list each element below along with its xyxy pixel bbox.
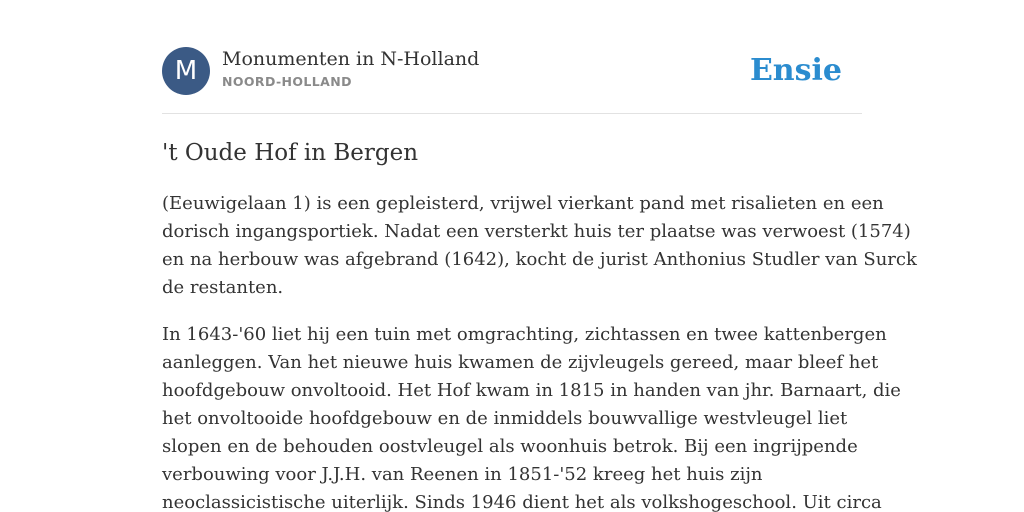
paragraph-line: hoofdgebouw onvoltooid. Het Hof kwam in 1815 in handen van jhr. Barnaart, die — [162, 380, 901, 401]
paragraph-line: dorisch ingangsportiek. Nadat een versterkt huis ter plaatse was verwoest (1574) — [162, 221, 911, 242]
article-body — [162, 190, 917, 512]
paragraph-line: de restanten. — [162, 277, 284, 298]
avatar[interactable]: M — [162, 47, 210, 95]
paragraph-line: verbouwing voor J.J.H. van Reenen in 1851-'52 kreeg het huis zijn — [162, 464, 763, 485]
publication-title[interactable]: Monumenten in N-Holland — [222, 48, 480, 70]
paragraph-spacer — [162, 302, 862, 321]
article-title: 't Oude Hof in Bergen — [162, 140, 419, 166]
header-divider — [162, 113, 862, 114]
paragraph-line: slopen en de behouden oostvleugel als woonhuis betrok. Bij een ingrijpende — [162, 436, 858, 457]
ensie-logo[interactable]: Ensie — [749, 53, 842, 88]
paragraph — [162, 321, 901, 512]
paragraph-line: het onvoltooide hoofdgebouw en de inmiddels bouwvallige westvleugel liet — [162, 408, 848, 429]
publication-header — [162, 47, 862, 95]
paragraph-line: neoclassicistische uiterlijk. Sinds 1946 dient het als volkshogeschool. Uit circa — [162, 492, 882, 512]
paragraph-line: (Eeuwigelaan 1) is een gepleisterd, vrijwel vierkant pand met risalieten en een — [162, 193, 884, 214]
paragraph-line: en na herbouw was afgebrand (1642), kocht de jurist Anthonius Studler van Surck — [162, 249, 917, 270]
paragraph-line: aanleggen. Van het nieuwe huis kwamen de zijvleugels gereed, maar bleef het — [162, 352, 879, 373]
paragraph — [162, 190, 917, 302]
paragraph-line: In 1643-'60 liet hij een tuin met omgrachting, zichtassen en twee kattenbergen — [162, 324, 887, 345]
publication-subtitle[interactable]: NOORD-HOLLAND — [222, 74, 352, 89]
